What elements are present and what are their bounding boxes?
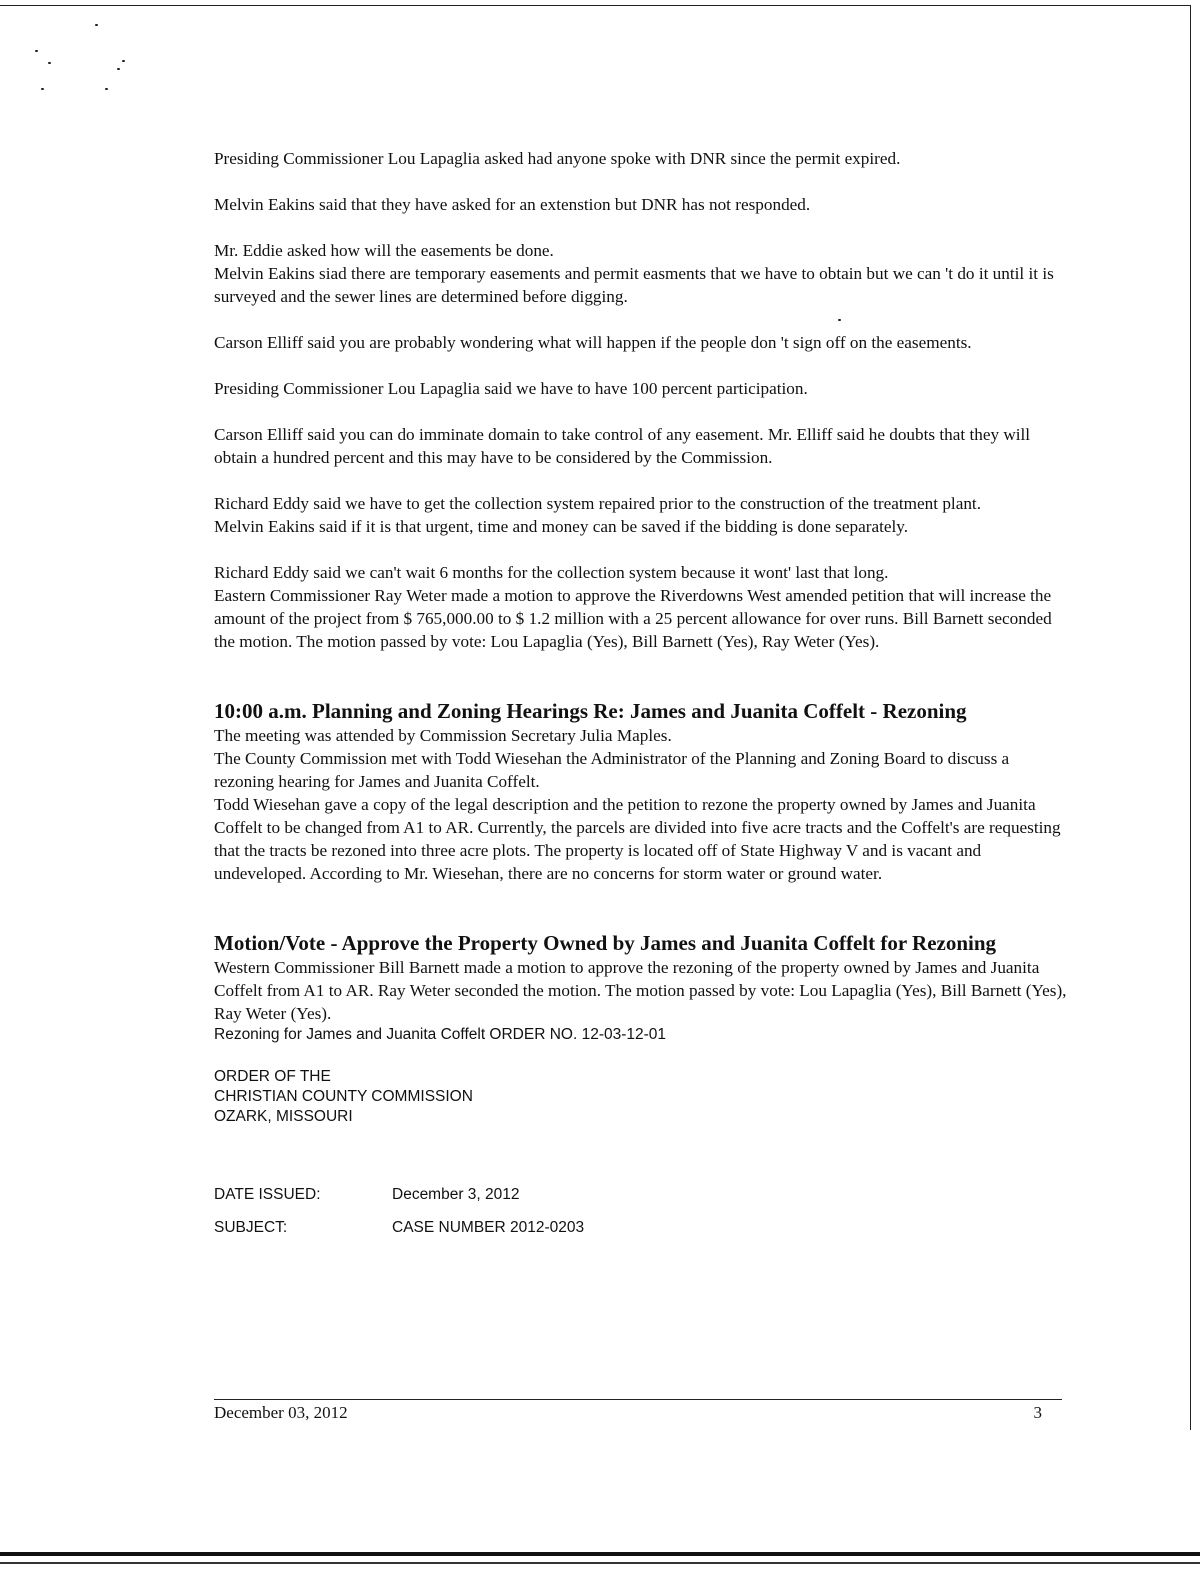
order-line: OZARK, MISSOURI [214, 1108, 353, 1125]
paragraph: The meeting was attended by Commission Secretary Julia Maples. [214, 726, 672, 745]
bottom-scan-line [0, 1562, 1200, 1564]
page-footer [214, 1399, 1062, 1423]
footer-date: December 03, 2012 [214, 1403, 348, 1422]
paragraph: Melvin Eakins said if it is that urgent, time and money can be saved if the bidding is done separately. [214, 517, 909, 536]
section-heading: Motion/Vote - Approve the Property Owned by James and Juanita Coffelt for Rezoning [214, 931, 997, 955]
paragraph: Todd Wiesehan gave a copy of the legal description and the petition to rezone the property owned by James and Juanita Coffelt to be changed from A1 to AR. Currently, the parcels are divided into five acre tracts and the Coffelt's are requesting that the tracts be rezoned into three acre plots. The property is located off of State Highway V and is vacant and undeveloped. According to Mr. Wiesehan, there are no concerns for storm water or ground water. [214, 795, 1061, 883]
right-border-line [1190, 5, 1191, 1430]
date-issued-row [214, 1185, 1069, 1205]
date-issued-label: DATE ISSUED: [214, 1186, 321, 1203]
paragraph: Melvin Eakins said that they have asked for an extenstion but DNR has not responded. [214, 195, 811, 214]
paragraph: Western Commissioner Bill Barnett made a motion to approve the rezoning of the property owned by James and Juanita Coffelt from A1 to AR. Ray Weter seconded the motion. The motion passed by vote: Lou Lapaglia (Yes), Bill Barnett (Yes), Ray Weter (Yes). [214, 958, 1067, 1023]
paragraph: Carson Elliff said you can do imminate domain to take control of any easement. Mr. Elliff said he doubts that they will obtain a hundred percent and this may have to be considered by the Commission. [214, 425, 1031, 467]
scan-speck [117, 68, 120, 70]
subject-value: CASE NUMBER 2012-0203 [392, 1219, 585, 1236]
paragraph: Richard Eddy said we have to get the collection system repaired prior to the construction of the treatment plant. [214, 494, 981, 513]
paragraph: The County Commission met with Todd Wiesehan the Administrator of the Planning and Zoning Board to discuss a rezoning hearing for James and Juanita Coffelt. [214, 749, 1010, 791]
document-body [214, 147, 1069, 1238]
subject-label: SUBJECT: [214, 1219, 288, 1236]
scan-speck [48, 62, 51, 64]
scan-speck [105, 88, 108, 90]
paragraph: Carson Elliff said you are probably wondering what will happen if the people don 't sign off on the easements. [214, 333, 972, 352]
paragraph: Presiding Commissioner Lou Lapaglia asked had anyone spoke with DNR since the permit expired. [214, 149, 901, 168]
paragraph: Eastern Commissioner Ray Weter made a motion to approve the Riverdowns West amended petition that will increase the amount of the project from $ 765,000.00 to $ 1.2 million with a 25 percent allowance for over runs. Bill Barnett seconded the motion. The motion passed by vote: Lou Lapaglia (Yes), Bill Barnett (Yes), Ray Weter (Yes). [214, 586, 1052, 651]
order-block [214, 1067, 1069, 1127]
paragraph: Presiding Commissioner Lou Lapaglia said we have to have 100 percent participation. [214, 379, 808, 398]
section-heading: 10:00 a.m. Planning and Zoning Hearings Re: James and Juanita Coffelt - Rezoning [214, 699, 967, 723]
paragraph: Richard Eddy said we can't wait 6 months for the collection system because it wont' last that long. [214, 563, 889, 582]
page-number: 3 [1033, 1403, 1042, 1422]
date-issued-value: December 3, 2012 [392, 1186, 520, 1203]
subject-row [214, 1218, 1069, 1238]
top-border-line [0, 5, 1190, 6]
scan-speck [41, 88, 44, 90]
scan-speck [122, 60, 125, 62]
paragraph: Melvin Eakins siad there are temporary easements and permit easments that we have to obtain but we can 't do it until it is surveyed and the sewer lines are determined before digging. [214, 264, 1054, 306]
order-number-line: Rezoning for James and Juanita Coffelt ORDER NO. 12-03-12-01 [214, 1026, 667, 1043]
bottom-scan-band [0, 1552, 1200, 1556]
order-line: CHRISTIAN COUNTY COMMISSION [214, 1088, 473, 1105]
order-line: ORDER OF THE [214, 1068, 331, 1085]
scan-speck [35, 50, 38, 52]
scan-speck [95, 24, 98, 26]
paragraph: Mr. Eddie asked how will the easements be done. [214, 241, 554, 260]
